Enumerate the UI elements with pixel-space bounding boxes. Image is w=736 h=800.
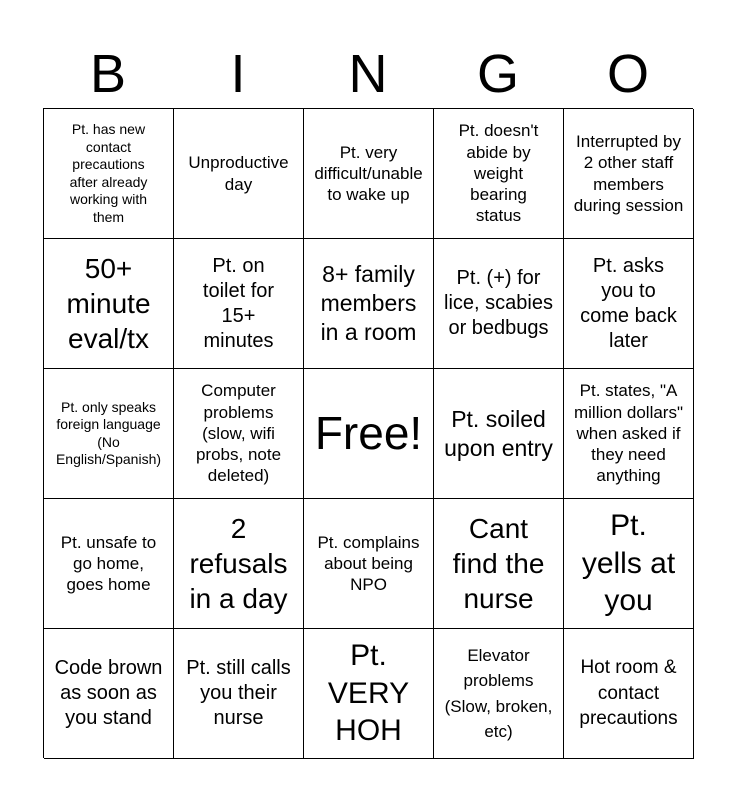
bingo-cell-r4c5[interactable] [564,499,694,629]
bingo-cell-text: Computer problems (slow, wifi probs, note deleted) [195,381,282,486]
bingo-grid [43,108,693,758]
bingo-cell-r2c5[interactable] [564,239,694,369]
bingo-cell-r3c5[interactable] [564,369,694,499]
bingo-cell-r1c3[interactable] [304,109,434,239]
bingo-cell-r2c4[interactable] [434,239,564,369]
bingo-cell-r4c2[interactable] [174,499,304,629]
bingo-cell-text: Unproductive day [188,153,289,194]
bingo-cell-r5c2[interactable] [174,629,304,759]
bingo-cell-text: Pt. doesn't abide by weight bearing status [458,121,539,226]
bingo-cell-free-space[interactable] [304,369,434,499]
bingo-cell-r3c4[interactable] [434,369,564,499]
bingo-cell-r1c5[interactable] [564,109,694,239]
bingo-cell-text: Pt. (+) for lice, scabies or bedbugs [444,267,553,339]
bingo-cell-text: Cant find the nurse [452,513,545,614]
bingo-cell-text: Pt. unsafe to go home, goes home [60,532,157,595]
bingo-cell-text: Pt. still calls you their nurse [186,657,291,729]
bingo-cell-r2c1[interactable] [44,239,174,369]
bingo-cell-text: 2 refusals in a day [189,513,288,614]
bingo-cell-text: Pt. asks you to come back later [580,254,677,352]
header-letter-n: N [348,44,388,104]
bingo-cell-text: Pt. soiled upon entry [444,405,553,461]
bingo-cell-text: Pt. very difficult/unable to wake up [314,142,423,205]
bingo-cell-text: Pt. states, "A million dollars" when asked if they need anything [573,381,683,486]
header-letter-g: G [476,44,519,104]
bingo-cell-r4c4[interactable] [434,499,564,629]
bingo-cell-r1c1[interactable] [44,109,174,239]
bingo-cell-r5c3[interactable] [304,629,434,759]
header-letter-o: O [606,44,649,104]
bingo-cell-r5c5[interactable] [564,629,694,759]
bingo-header [43,40,693,108]
bingo-cell-r4c3[interactable] [304,499,434,629]
bingo-cell-text: Code brown as soon as you stand [54,657,163,729]
bingo-cell-r1c4[interactable] [434,109,564,239]
bingo-cell-text: Pt. has new contact precautions after already working with them [69,121,148,225]
bingo-cell-r3c2[interactable] [174,369,304,499]
bingo-cell-text: Pt. VERY HOH [327,639,410,748]
bingo-cell-text: Hot room & contact precautions [579,657,678,730]
bingo-cell-r1c2[interactable] [174,109,304,239]
bingo-cell-text: Pt. complains about being NPO [317,532,420,595]
bingo-cell-text: Pt. only speaks foreign language (No English/Spanish) [55,398,162,467]
bingo-cell-text: 8+ family members in a room [320,261,417,345]
bingo-cell-text: 50+ minute eval/tx [66,253,151,354]
bingo-cell-text: Elevator problems (Slow, broken, etc) [444,645,553,741]
bingo-cell-text: Pt. yells at you [581,509,676,618]
bingo-cell-r3c1[interactable] [44,369,174,499]
bingo-cell-r4c1[interactable] [44,499,174,629]
bingo-cell-r5c1[interactable] [44,629,174,759]
bingo-cell-text: Interrupted by 2 other staff members during session [573,132,684,215]
header-letter-b: B [89,44,127,104]
header-letter-i: I [230,44,246,104]
bingo-cell-text: Pt. on toilet for 15+ minutes [202,254,275,352]
bingo-cell-r2c3[interactable] [304,239,434,369]
bingo-cell-r2c2[interactable] [174,239,304,369]
free-space-text: Free! [314,406,423,459]
bingo-cell-r5c4[interactable] [434,629,564,759]
